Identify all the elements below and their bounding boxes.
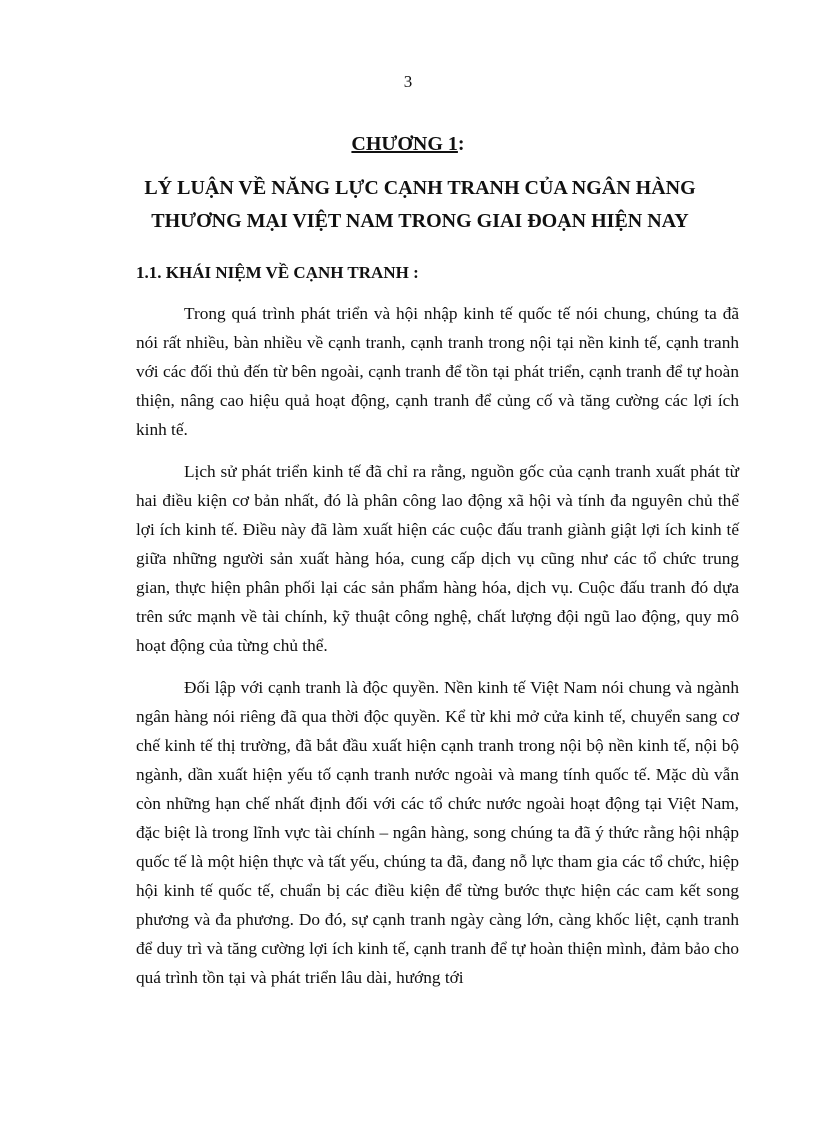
chapter-label-text: CHƯƠNG 1 (351, 133, 458, 155)
chapter-label (0, 133, 816, 156)
body-text (136, 299, 739, 1005)
paragraph: Lịch sử phát triển kinh tế đã chỉ ra rằng, nguồn gốc của cạnh tranh xuất phát từ hai điều kiện cơ bản nhất, đó là phân công lao động xã hội và tính đa nguyên chủ thể lợi ích kinh tế. Điều này đã làm xuất hiện các cuộc đấu tranh giành giật lợi ích kinh tế giữa những người sản xuất hàng hóa, cung cấp dịch vụ cũng như các tổ chức trung gian, thực hiện phân phối lại các sản phẩm hàng hóa, dịch vụ. Cuộc đấu tranh đó dựa trên sức mạnh về tài chính, kỹ thuật công nghệ, chất lượng đội ngũ lao động, quy mô hoạt động của từng chủ thể. (136, 462, 739, 655)
chapter-title: LÝ LUẬN VỀ NĂNG LỰC CẠNH TRANH CỦA NGÂN HÀNG THƯƠNG MẠI VIỆT NAM TRONG GIAI ĐOẠN HIỆN NAY (144, 177, 696, 232)
section-heading: 1.1. KHÁI NIỆM VỀ CẠNH TRANH : (136, 263, 419, 282)
paragraph: Trong quá trình phát triển và hội nhập kinh tế quốc tế nói chung, chúng ta đã nói rất nhiều, bàn nhiều về cạnh tranh, cạnh tranh trong nội tại nền kinh tế, cạnh tranh với các đối thủ đến từ bên ngoài, cạnh tranh để tồn tại phát triển, cạnh tranh để tự hoàn thiện, nâng cao hiệu quả hoạt động, cạnh tranh để củng cố và tăng cường các lợi ích kinh tế. (136, 304, 739, 439)
page-number: 3 (403, 72, 413, 91)
chapter-label-colon: : (457, 133, 465, 155)
paragraph: Đối lập với cạnh tranh là độc quyền. Nền kinh tế Việt Nam nói chung và ngành ngân hàng nói riêng đã qua thời độc quyền. Kể từ khi mở cửa kinh tế, chuyển sang cơ chế kinh tế thị trường, đã bắt đầu xuất hiện cạnh tranh trong nội bộ nền kinh tế, nội bộ ngành, dần xuất hiện yếu tố cạnh tranh nước ngoài và mang tính quốc tế. Mặc dù vẫn còn những hạn chế nhất định đối với các tổ chức nước ngoài hoạt động tại Việt Nam, đặc biệt là trong lĩnh vực tài chính – ngân hàng, song chúng ta đã ý thức rằng hội nhập quốc tế là một hiện thực và tất yếu, chúng ta đã, đang nỗ lực tham gia các tổ chức, hiệp hội kinh tế quốc tế, chuẩn bị các điều kiện để từng bước thực hiện các cam kết song phương và đa phương. Do đó, sự cạnh tranh ngày càng lớn, càng khốc liệt, cạnh tranh để duy trì và tăng cường lợi ích kinh tế, cạnh tranh để tự hoàn thiện mình, đảm bảo cho quá trình tồn tại và phát triển lâu dài, hướng tới (136, 678, 739, 987)
